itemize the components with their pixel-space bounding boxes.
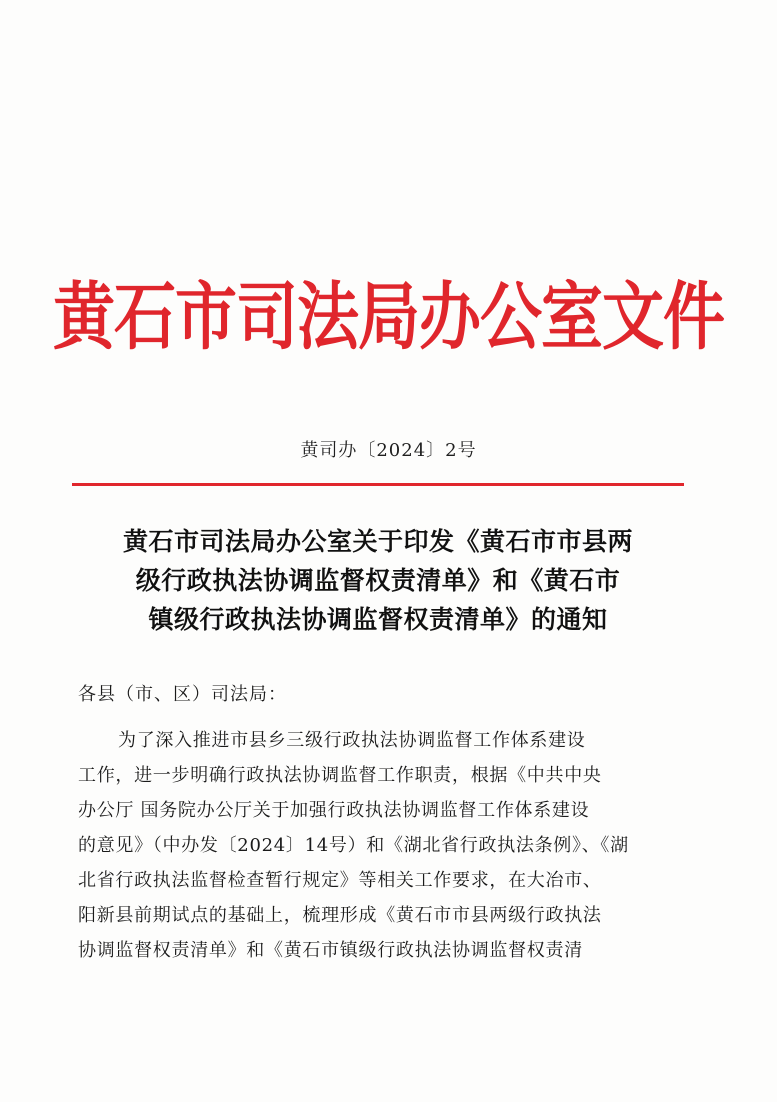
body-line: 阳新县前期试点的基础上，梳理形成《黄石市市县两级行政执法 [78,905,602,926]
document-title [72,522,684,639]
red-divider-rule [72,483,684,486]
document-number: 黄司办〔2024〕2号 [300,440,477,461]
document-title-line: 镇级行政执法协调监督权责清单》的通知 [148,605,608,634]
body-line: 为了深入推进市县乡三级行政执法协调监督工作体系建设 [118,730,586,751]
body-line: 工作，进一步明确行政执法协调监督工作职责，根据《中共中央 [78,765,602,786]
body-line: 的意见》（中办发〔2024〕14号）和《湖北省行政执法条例》、《湖 [78,835,629,856]
document-title-line: 级行政执法协调监督权责清单》和《黄石市 [135,566,621,595]
document-header-title: 黄石市司法局办公室文件 [53,272,725,359]
body-line: 办公厅 国务院办公厅关于加强行政执法协调监督工作体系建设 [78,800,590,821]
body-paragraph [78,723,678,968]
document-title-line: 黄石市司法局办公室关于印发《黄石市市县两 [122,527,633,556]
body-line: 协调监督权责清单》和《黄石市镇级行政执法协调监督权责清 [78,940,583,961]
salutation: 各县（市、区）司法局： [78,684,287,705]
body-line: 北省行政执法监督检查暂行规定》等相关工作要求，在大冶市、 [78,870,602,891]
